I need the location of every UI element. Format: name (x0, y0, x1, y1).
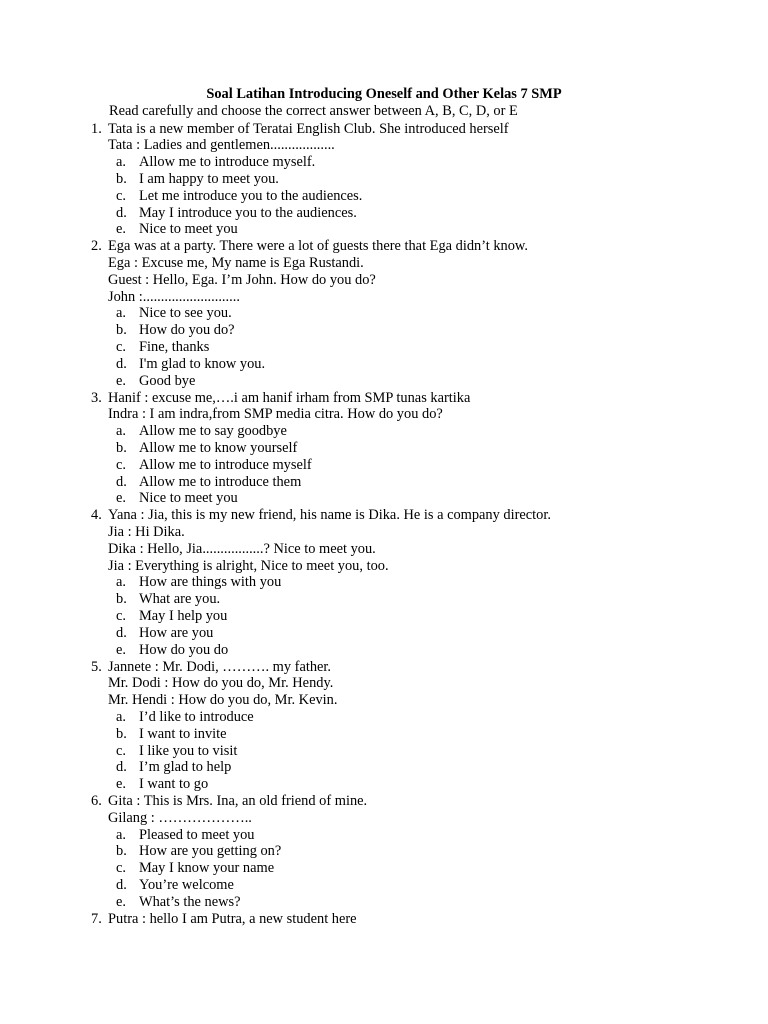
option-letter: e. (116, 221, 126, 238)
option-text: What are you. (139, 591, 221, 608)
question-item (0, 911, 768, 928)
question-line (0, 390, 768, 407)
answer-option (0, 188, 768, 205)
dialog-line (0, 255, 768, 272)
answer-option (0, 625, 768, 642)
dialog-line (0, 541, 768, 558)
option-letter: b. (116, 170, 127, 187)
dialog-line (0, 558, 768, 575)
option-letter: d. (116, 624, 127, 641)
question-line (0, 793, 768, 810)
option-text: How are you getting on? (139, 843, 282, 860)
dialog-line (0, 406, 768, 423)
option-letter: e. (116, 372, 126, 389)
option-letter: d. (116, 473, 127, 490)
option-text: How do you do (139, 641, 229, 658)
question-text: Gita : This is Mrs. Ina, an old friend of mine. (108, 793, 368, 809)
option-letter: d. (116, 204, 127, 221)
option-text: Fine, thanks (139, 339, 210, 356)
document-title: Soal Latihan Introducing Oneself and Other Kelas 7 SMP (206, 86, 562, 102)
option-letter: c. (116, 187, 126, 204)
instruction-text: Read carefully and choose the correct answer between A, B, C, D, or E (109, 103, 518, 119)
question-number: 3. (91, 389, 102, 406)
answer-option (0, 474, 768, 491)
option-letter: a. (116, 574, 126, 591)
question-line (0, 911, 768, 928)
option-letter: a. (116, 826, 126, 843)
question-list (0, 121, 768, 928)
question-item (0, 121, 768, 239)
dialog-text: John :........................... (108, 288, 240, 305)
option-text: How are you (139, 624, 214, 641)
dialog-text: Indra : I am indra,from SMP media citra. How do you do? (108, 406, 443, 423)
question-text: Ega was at a party. There were a lot of guests there that Ega didn’t know. (108, 238, 528, 255)
option-text: What’s the news? (139, 893, 241, 910)
option-letter: c. (116, 339, 126, 356)
answer-option (0, 373, 768, 390)
option-letter: c. (116, 860, 126, 877)
dialog-line (0, 137, 768, 154)
dialog-text: Jia : Everything is alright, Nice to meet you, too. (108, 557, 389, 574)
option-letter: a. (116, 708, 126, 725)
option-text: May I help you (139, 608, 228, 625)
answer-option (0, 490, 768, 507)
option-text: Allow me to know yourself (139, 439, 298, 456)
option-text: Allow me to introduce myself (139, 456, 312, 473)
option-text: Allow me to introduce them (139, 473, 302, 490)
dialog-line (0, 810, 768, 827)
answer-option (0, 305, 768, 322)
dialog-text: Dika : Hello, Jia.................? Nice to meet you. (108, 540, 376, 557)
option-letter: d. (116, 877, 127, 894)
option-letter: b. (116, 591, 127, 608)
option-letter: b. (116, 322, 127, 339)
option-text: I’d like to introduce (139, 708, 254, 725)
question-line (0, 507, 768, 524)
answer-option (0, 221, 768, 238)
dialog-line (0, 524, 768, 541)
question-line (0, 121, 768, 138)
option-letter: a. (116, 154, 126, 171)
question-number: 6. (91, 793, 102, 809)
option-letter: c. (116, 742, 126, 759)
question-text: Tata is a new member of Teratai English Club. She introduced herself (108, 120, 509, 137)
answer-option (0, 608, 768, 625)
answer-option (0, 860, 768, 877)
dialog-line (0, 272, 768, 289)
question-number: 4. (91, 507, 102, 524)
answer-option (0, 591, 768, 608)
question-text: Hanif : excuse me,….i am hanif irham from SMP tunas kartika (108, 389, 471, 406)
option-text: Nice to meet you (139, 490, 238, 507)
option-text: How do you do? (139, 322, 235, 339)
answer-option (0, 205, 768, 222)
option-text: I’m glad to help (139, 759, 232, 776)
answer-option (0, 743, 768, 760)
answer-option (0, 574, 768, 591)
question-item (0, 507, 768, 658)
option-letter: b. (116, 843, 127, 860)
dialog-text: Ega : Excuse me, My name is Ega Rustandi. (108, 255, 364, 271)
dialog-line (0, 289, 768, 306)
answer-option (0, 709, 768, 726)
dialog-text: Mr. Hendi : How do you do, Mr. Kevin. (108, 692, 338, 709)
option-text: Let me introduce you to the audiences. (139, 187, 363, 204)
option-text: I'm glad to know you. (139, 355, 266, 372)
option-text: Good bye (139, 372, 196, 389)
option-letter: e. (116, 641, 126, 658)
question-text: Putra : hello I am Putra, a new student here (108, 910, 357, 927)
option-text: Nice to see you. (139, 305, 232, 322)
option-text: I am happy to meet you. (139, 170, 279, 187)
answer-option (0, 423, 768, 440)
question-line (0, 238, 768, 255)
dialog-line (0, 675, 768, 692)
question-number: 7. (91, 910, 102, 927)
dialog-text: Tata : Ladies and gentlemen.................. (108, 137, 335, 154)
option-letter: c. (116, 456, 126, 473)
option-letter: a. (116, 305, 126, 322)
option-text: I want to invite (139, 725, 227, 742)
answer-option (0, 356, 768, 373)
dialog-text: Gilang : ……………….. (108, 809, 252, 826)
answer-option (0, 171, 768, 188)
answer-option (0, 843, 768, 860)
dialog-text: Guest : Hello, Ega. I’m John. How do you do? (108, 271, 376, 288)
option-letter: b. (116, 439, 127, 456)
option-text: You’re welcome (139, 877, 234, 894)
answer-option (0, 877, 768, 894)
dialog-text: Mr. Dodi : How do you do, Mr. Hendy. (108, 675, 334, 692)
question-number: 1. (91, 120, 102, 137)
option-text: May I introduce you to the audiences. (139, 204, 357, 221)
option-letter: e. (116, 776, 126, 793)
question-line (0, 659, 768, 676)
option-text: I like you to visit (139, 742, 238, 759)
question-item (0, 793, 768, 911)
option-letter: d. (116, 759, 127, 776)
question-item (0, 390, 768, 508)
question-item (0, 238, 768, 389)
question-text: Yana : Jia, this is my new friend, his name is Dika. He is a company director. (108, 507, 551, 524)
option-text: Pleased to meet you (139, 826, 255, 843)
answer-option (0, 759, 768, 776)
option-letter: a. (116, 423, 126, 440)
option-text: May I know your name (139, 860, 275, 877)
question-number: 2. (91, 238, 102, 255)
option-letter: e. (116, 893, 126, 910)
dialog-text: Jia : Hi Dika. (108, 524, 185, 540)
question-text: Jannete : Mr. Dodi, ………. my father. (108, 658, 332, 675)
option-letter: c. (116, 608, 126, 625)
option-text: I want to go (139, 776, 209, 793)
dialog-line (0, 692, 768, 709)
answer-option (0, 726, 768, 743)
question-item (0, 659, 768, 794)
answer-option (0, 642, 768, 659)
answer-option (0, 440, 768, 457)
option-letter: b. (116, 725, 127, 742)
option-text: Nice to meet you (139, 221, 238, 238)
answer-option (0, 894, 768, 911)
option-text: How are things with you (139, 574, 282, 591)
option-text: Allow me to introduce myself. (139, 154, 316, 171)
answer-option (0, 457, 768, 474)
question-number: 5. (91, 658, 102, 675)
answer-option (0, 322, 768, 339)
answer-option (0, 776, 768, 793)
answer-option (0, 339, 768, 356)
option-text: Allow me to say goodbye (139, 423, 287, 440)
answer-option (0, 154, 768, 171)
answer-option (0, 827, 768, 844)
option-letter: e. (116, 490, 126, 507)
option-letter: d. (116, 355, 127, 372)
